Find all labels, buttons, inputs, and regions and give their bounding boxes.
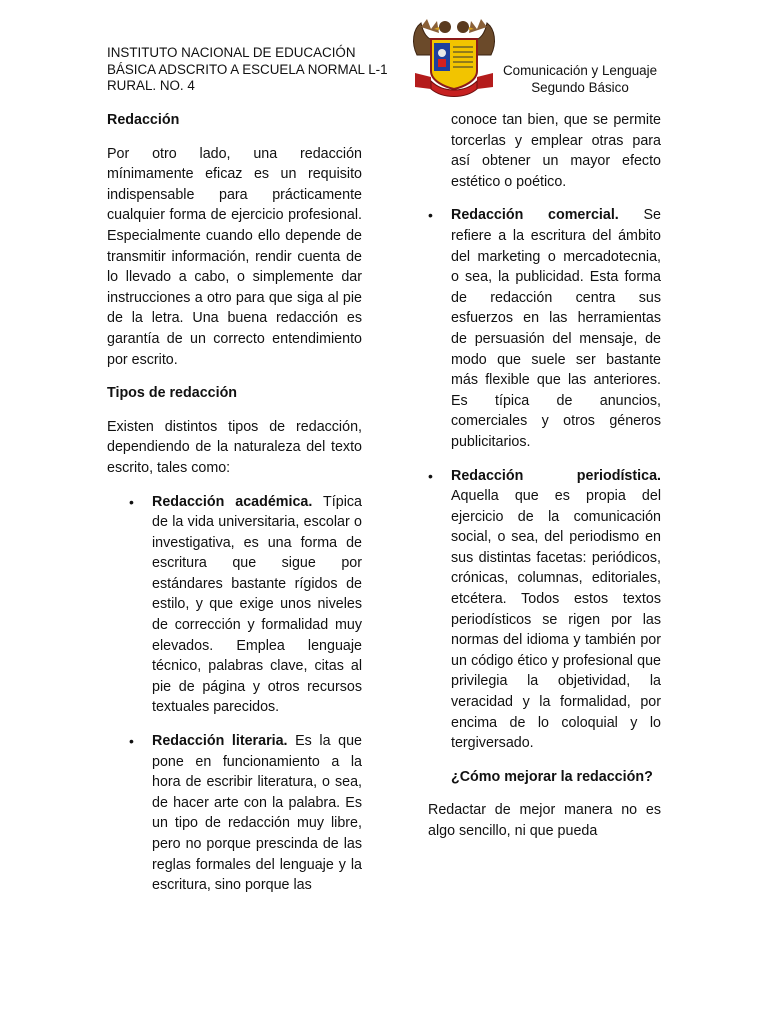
- types-intro-paragraph: Existen distintos tipos de redacción, dependiendo de la naturaleza del texto escrito, tales como:: [107, 418, 362, 476]
- right-column: [406, 110, 661, 842]
- list-item: [107, 492, 362, 719]
- list-item-continuation: conoce tan bien, que se permite torcerlas y emplear otras para así obtener un mayor efecto estético o poético.: [451, 112, 661, 190]
- list-item: [107, 731, 362, 896]
- grade-level: Segundo Básico: [531, 79, 629, 95]
- list-item: [406, 466, 661, 754]
- institution-line: INSTITUTO NACIONAL DE EDUCACIÓN: [107, 45, 356, 60]
- course-name: Comunicación y Lenguaje: [502, 63, 658, 78]
- list-item-text: Típica de la vida universitaria, escolar o investigativa, es una forma de escritura que sigue por estándares bastante rígidos de estilo, y que exige unos niveles de corrección y formalidad muy elevados. Emplea lenguaje técnico, palabras clave, citas al pie de página y otros recursos textuales parecidos.: [152, 493, 362, 716]
- improve-paragraph: Redactar de mejor manera no es algo sencillo, ni que pueda: [428, 802, 661, 839]
- list-item-term: Redacción periodística.: [451, 467, 661, 484]
- course-header: [480, 63, 680, 96]
- list-item-text: Se refiere a la escritura del ámbito del marketing o mercadotecnia, o sea, la publicidad. Esta forma de redacción centra sus esfuerzos en las herramientas de persuasión del mensaje, de modo que suele ser bastante más flexible que las anteriores. Es típica de anuncios, comerciales y otros géneros publicitarios.: [451, 207, 661, 450]
- types-list-right: [406, 205, 661, 753]
- section-heading-tipos: Tipos de redacción: [107, 385, 238, 402]
- institution-line: BÁSICA ADSCRITO A ESCUELA NORMAL L-1: [107, 61, 388, 77]
- section-heading-redaccion: Redacción: [107, 112, 180, 128]
- bullet-icon: •: [428, 207, 433, 224]
- types-list-left: [107, 492, 362, 896]
- list-item-text: Aquella que es propia del ejercicio de la comunicación social, o sea, del periodismo en sus distintas facetas: periódicos, crónicas, columnas, editoriales, etcétera. Todos estos textos periodísticos se rigen por las normas del idioma y también por un código ético y profesional que privilegia la objetividad, la veracidad y la formalidad, por encima de lo coloquial y lo tergiversado.: [451, 488, 661, 752]
- bullet-icon: •: [428, 467, 433, 484]
- intro-paragraph: Por otro lado, una redacción mínimamente eficaz es un requisito indispensable para prácticamente cualquier forma de ejercicio profesional. Especialmente cuando ello depende de transmitir información, rendir cuenta de lo llevado a cabo, o simplemente dar instrucciones a otro para que siga al pie de la letra. Una buena redacción es garantía de un correcto entendimiento por escrito.: [107, 145, 362, 368]
- list-item-text: Es la que pone en funcionamiento a la hora de escribir literatura, o sea, de hacer arte con la palabra. Es un tipo de redacción muy libre, pero no porque prescinda de las reglas formales del lenguaje y la escritura, sino porque las: [152, 733, 362, 894]
- list-item-term: Redacción académica.: [152, 493, 313, 510]
- list-item-term: Redacción literaria.: [152, 733, 288, 750]
- list-item-term: Redacción comercial.: [451, 207, 619, 224]
- institution-header: [107, 45, 407, 95]
- section-heading-mejorar: ¿Cómo mejorar la redacción?: [451, 768, 653, 785]
- list-item: [406, 205, 661, 452]
- institution-line: RURAL. NO. 4: [107, 78, 195, 93]
- bullet-icon: •: [129, 493, 134, 510]
- bullet-icon: •: [129, 733, 134, 750]
- left-column: [107, 110, 362, 909]
